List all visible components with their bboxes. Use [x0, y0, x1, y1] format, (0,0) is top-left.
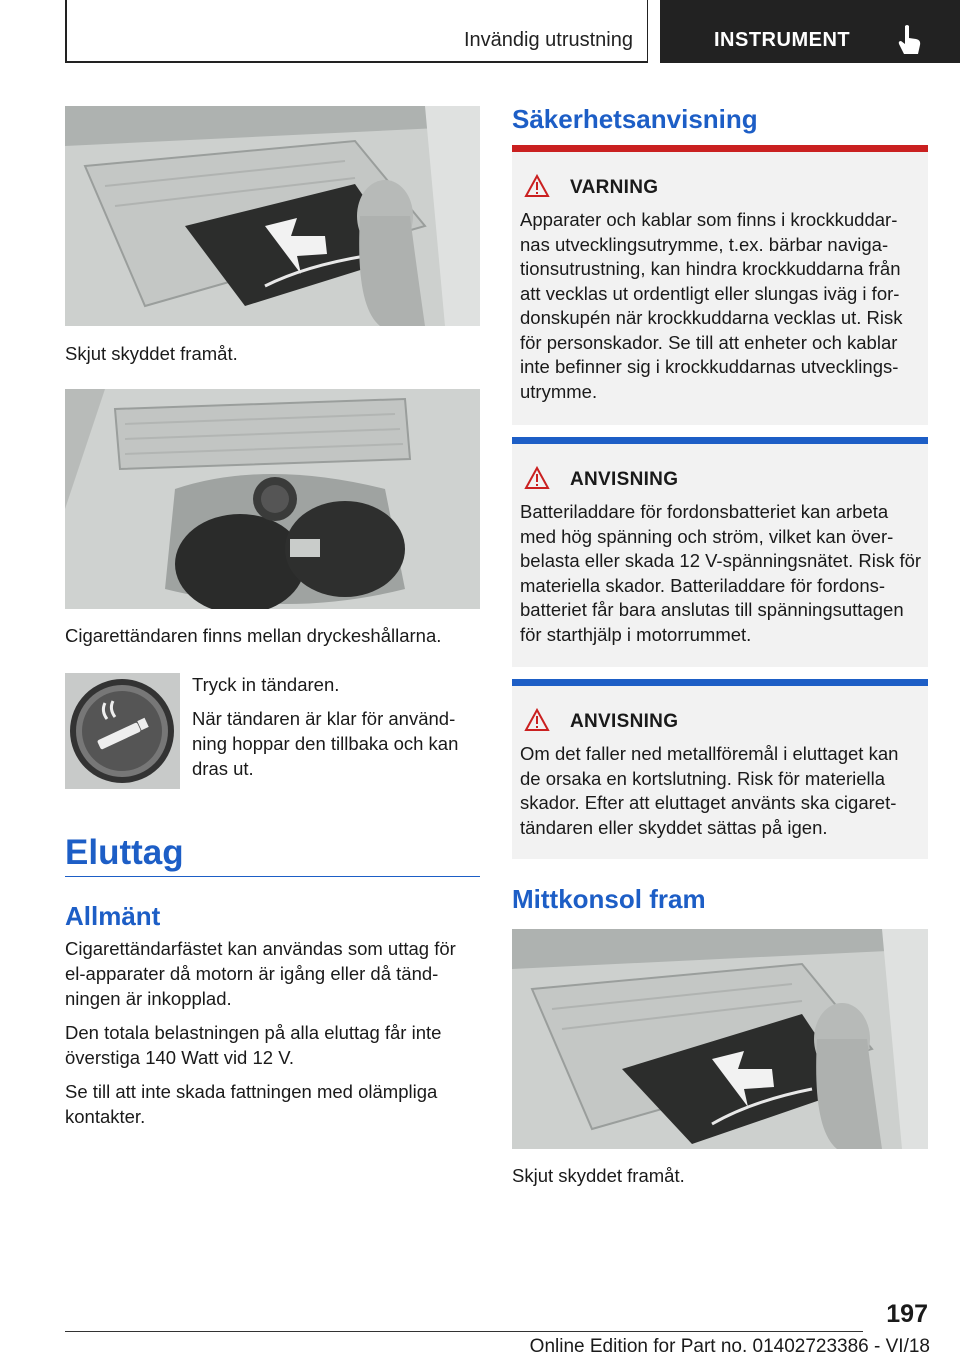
notice-2-title: ANVISNING	[570, 711, 679, 732]
photo-console-cover	[65, 106, 480, 326]
paragraph-1: Cigarettändarfästet kan användas som uttag för el-apparater då motorn är igång eller då tänd-ningen är inkopplad.	[65, 938, 456, 1009]
header-section-tab	[65, 0, 648, 63]
hand-pointer-icon	[896, 24, 922, 56]
warning-text: Apparater och kablar som finns i krockkuddar-nas utvecklingsutrymme, t.ex. bärbar naviga-tionsutrustning, kan hindra krockkuddarna från att vecklas ut ordentligt eller slungas iväg i for-donskupén när krockkuddarna vecklas ut. Risk för personskador. Se till att enheter och kablar inte befinner sig i krockkuddarnas utvecklings-utrymme.	[520, 209, 903, 402]
warning-triangle-icon	[524, 708, 550, 732]
warning-box	[512, 145, 928, 425]
header-section-title: Invändig utrustning	[463, 29, 633, 51]
notice-2-text: Om det faller ned metallföremål i eluttaget kan de orsaka en kortslutning. Risk för materiella skador. Efter att eluttaget använts ska cigaret-tändaren eller skyddet sättas på igen.	[520, 743, 899, 838]
notice-1-title: ANVISNING	[570, 469, 679, 490]
cigarette-lighter-icon	[65, 673, 180, 789]
paragraph-2: Den totala belastningen på alla eluttag får inte överstiga 140 Watt vid 12 V.	[65, 1022, 442, 1068]
lighter-text-2: När tändaren är klar för använd-ning hoppar den tillbaka och kan dras ut.	[192, 708, 459, 779]
header-chapter-title: INSTRUMENT	[714, 29, 851, 51]
heading-console: Mittkonsol fram	[512, 884, 706, 914]
warning-title: VARNING	[570, 177, 659, 198]
page-number: 197	[886, 1300, 928, 1328]
heading-rule	[65, 876, 480, 877]
caption-push-cover: Skjut skyddet framåt.	[65, 343, 238, 364]
lighter-instructions	[192, 672, 480, 790]
heading-safety: Säkerhetsanvisning	[512, 104, 758, 134]
notice-box-2	[512, 679, 928, 859]
paragraph-3: Se till att inte skada fattningen med olämpliga kontakter.	[65, 1081, 438, 1127]
footer-edition: Online Edition for Part no. 01402723386 - VI/18	[529, 1336, 930, 1357]
header-chapter-tab	[660, 0, 960, 63]
warning-triangle-icon	[524, 174, 550, 198]
photo-console-front	[512, 929, 928, 1149]
allmant-body	[65, 936, 480, 1138]
footer-rule	[65, 1331, 863, 1332]
warning-triangle-icon	[524, 466, 550, 490]
heading-allmant: Allmänt	[65, 901, 161, 931]
heading-eluttag: Eluttag	[65, 833, 184, 872]
caption-lighter-location: Cigarettändaren finns mellan dryckeshållarna.	[65, 625, 442, 646]
caption-push-cover-2: Skjut skyddet framåt.	[512, 1165, 685, 1186]
lighter-text-1: Tryck in tändaren.	[192, 674, 340, 695]
notice-box-1	[512, 437, 928, 667]
notice-1-text: Batteriladdare för fordonsbatteriet kan arbeta med hög spänning och ström, vilket kan över-belasta eller skada 12 V-spänningsnätet. Risk för materiella skador. Batteriladdare för fordons-batteriet får bara anslutas till spänningsuttagen för starthjälp i motorrummet.	[520, 501, 922, 645]
photo-cupholders	[65, 389, 480, 609]
